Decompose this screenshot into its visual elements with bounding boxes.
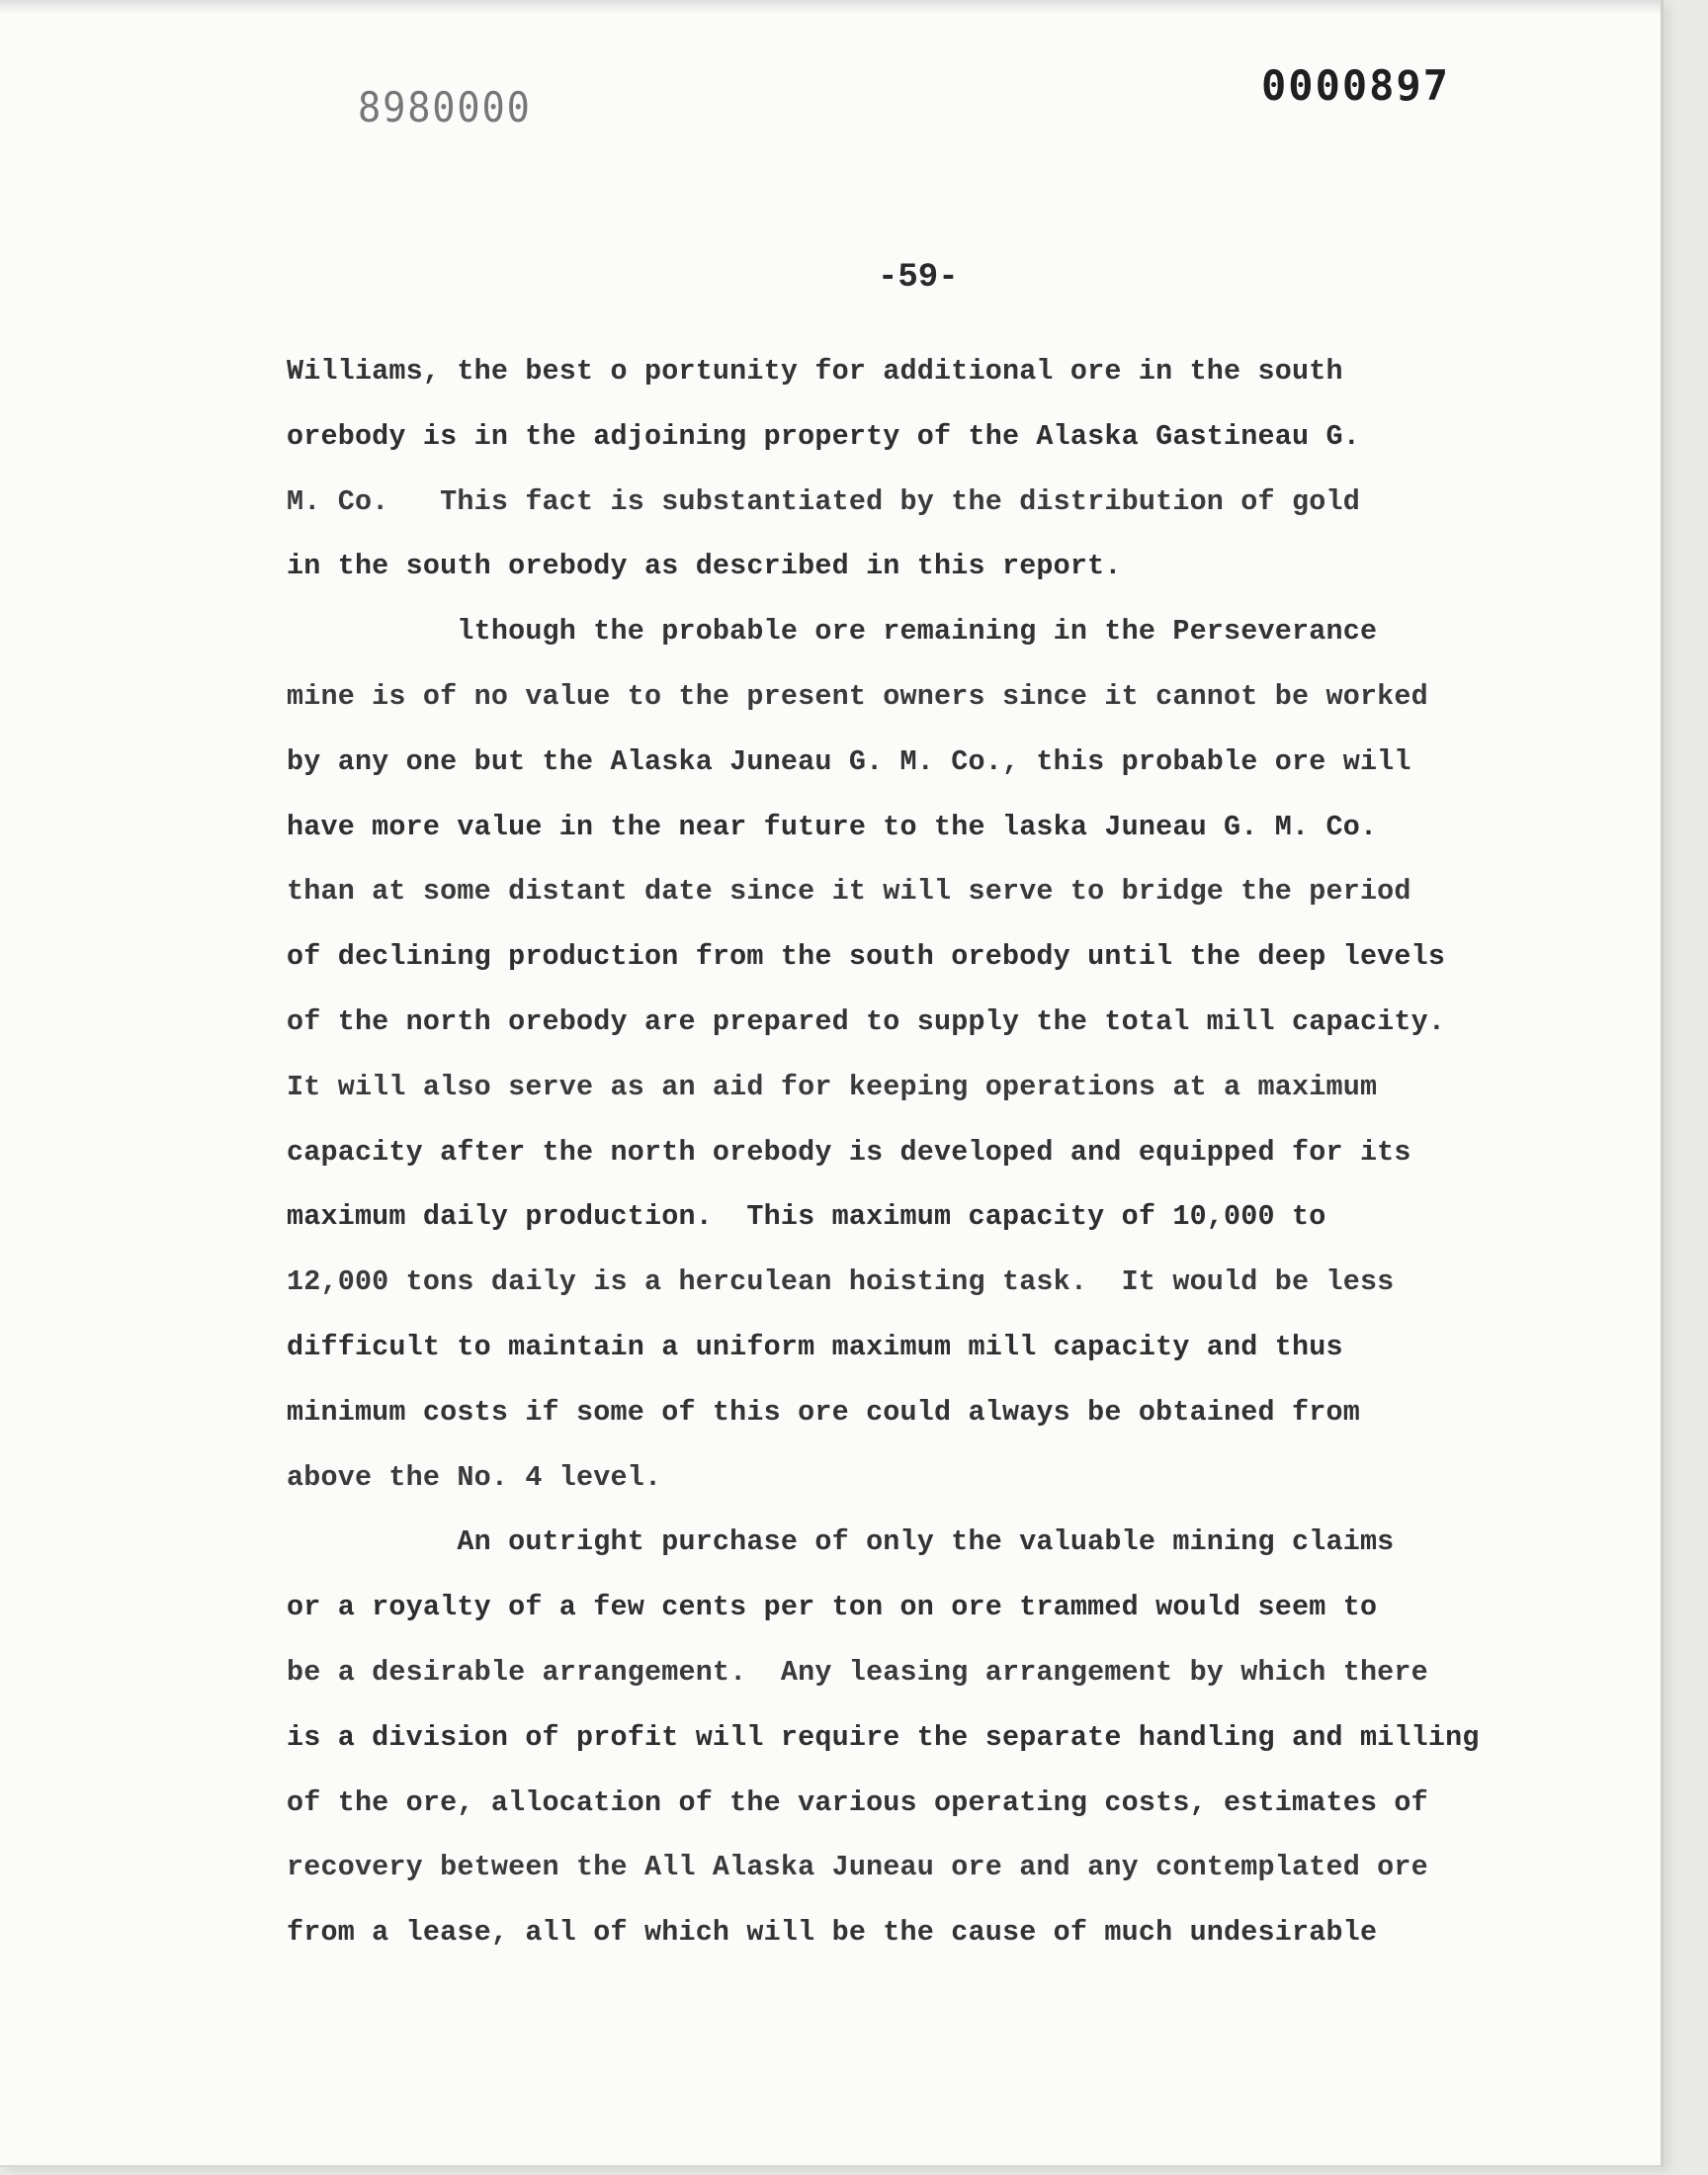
typed-body-text	[287, 348, 1690, 1974]
text-line: lthough the probable ore remaining in the Perseverance	[287, 615, 1378, 649]
scan-edge-shadow	[0, 0, 1661, 14]
text-line: than at some distant date since it will serve to bridge the period	[287, 875, 1411, 909]
text-line: orebody is in the adjoining property of the Alaska Gastineau G.	[287, 419, 1360, 453]
text-line: mine is of no value to the present owners since it cannot be worked	[287, 679, 1428, 713]
text-line: Williams, the best o portunity for additional ore in the south	[287, 355, 1343, 388]
text-line: be a desirable arrangement. Any leasing arrangement by which there	[287, 1655, 1428, 1689]
text-line: is a division of profit will require the separate handling and milling	[287, 1720, 1480, 1754]
text-line: maximum daily production. This maximum capacity of 10,000 to	[287, 1200, 1326, 1234]
text-line: It will also serve as an aid for keeping operations at a maximum	[287, 1070, 1378, 1103]
bates-stamp-faded: 8980000	[358, 83, 532, 131]
text-line: capacity after the north orebody is developed and equipped for its	[287, 1135, 1411, 1169]
text-line: minimum costs if some of this ore could always be obtained from	[287, 1395, 1360, 1429]
text-line: 12,000 tons daily is a herculean hoisting task. It would be less	[287, 1265, 1395, 1299]
text-line: of declining production from the south orebody until the deep levels	[287, 940, 1446, 974]
page-number: -59-	[878, 259, 959, 297]
text-line: difficult to maintain a uniform maximum mill capacity and thus	[287, 1330, 1343, 1363]
text-line: M. Co. This fact is substantiated by the distribution of gold	[287, 484, 1360, 518]
text-line: above the No. 4 level.	[287, 1460, 662, 1494]
text-line: from a lease, all of which will be the cause of much undesirable	[287, 1916, 1378, 1950]
bates-stamp: 0000897	[1261, 61, 1451, 110]
text-line: An outright purchase of only the valuable mining claims	[287, 1525, 1395, 1559]
text-line: in the south orebody as described in this report.	[287, 550, 1122, 583]
text-line: of the ore, allocation of the various operating costs, estimates of	[287, 1785, 1428, 1819]
text-line: by any one but the Alaska Juneau G. M. Co., this probable ore will	[287, 744, 1411, 778]
text-line: have more value in the near future to the laska Juneau G. M. Co.	[287, 810, 1378, 843]
text-line: recovery between the All Alaska Juneau ore and any contemplated ore	[287, 1851, 1428, 1884]
text-line: of the north orebody are prepared to supply the total mill capacity.	[287, 1004, 1446, 1038]
text-line: or a royalty of a few cents per ton on ore trammed would seem to	[287, 1591, 1378, 1624]
